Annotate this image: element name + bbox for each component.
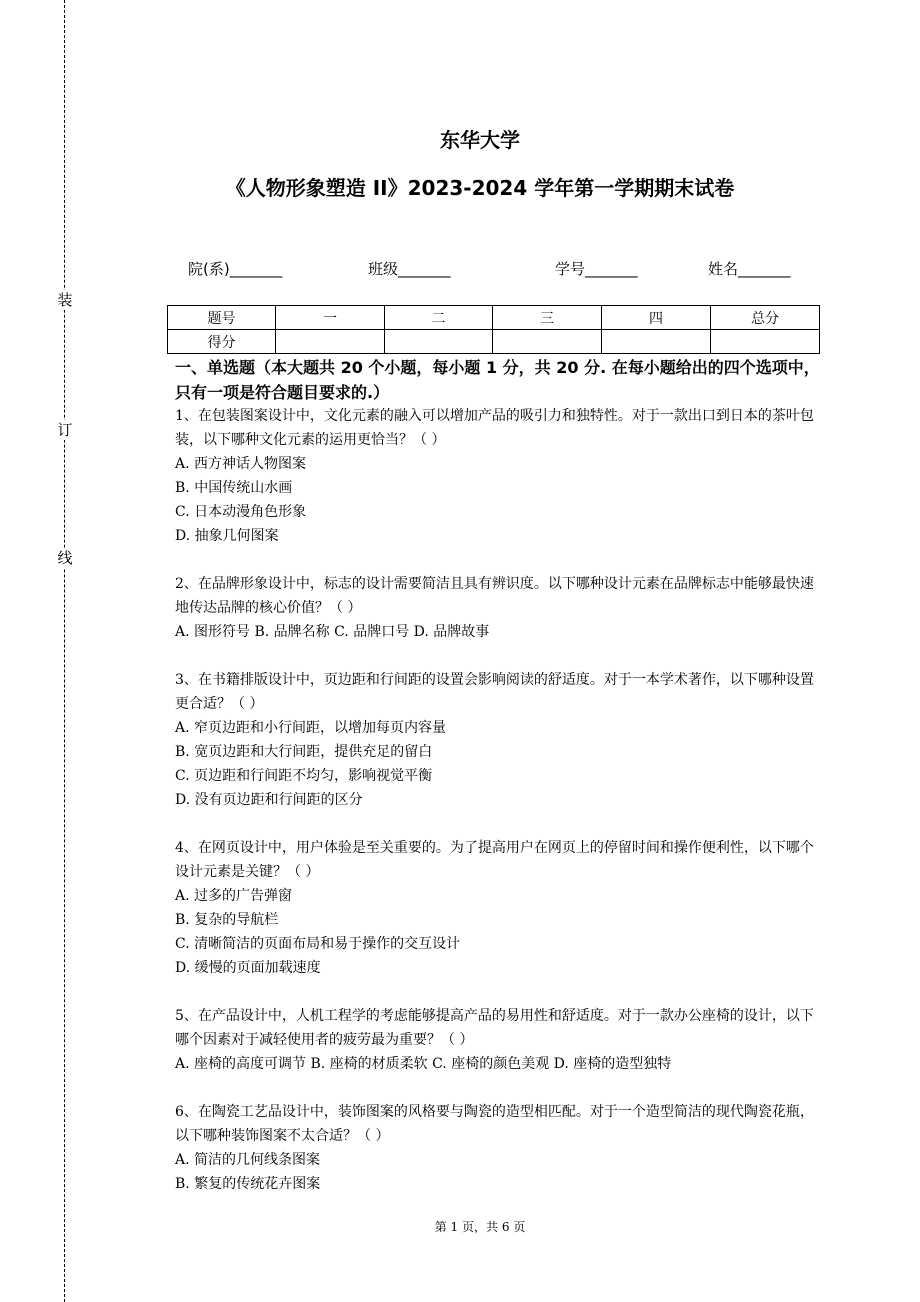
score-cell-1	[276, 330, 385, 354]
option-a: A. 简洁的几何线条图案	[175, 1152, 321, 1168]
option-a: A. 窄页边距和小行间距，以增加每页内容量	[175, 720, 447, 736]
class-field: 班级_______	[368, 260, 451, 278]
section-one-heading: 一、单选题（本大题共 20 个小题，每小题 1 分，共 20 分. 在每小题给出的四个选项中，只有一项是符合题目要求的.）	[175, 358, 820, 402]
option-c: C. 清晰简洁的页面布局和易于操作的交互设计	[175, 936, 461, 952]
score-cell-total	[711, 330, 820, 354]
question-4	[175, 836, 820, 980]
score-table-col-4: 四	[602, 306, 711, 330]
binding-char-ding: 订	[57, 421, 73, 439]
department-field: 院(系)_______	[188, 260, 283, 278]
option-c: C. 日本动漫角色形象	[175, 504, 307, 520]
school-name: 东华大学	[440, 128, 520, 152]
option-b: B. 中国传统山水画	[175, 480, 293, 496]
score-table-col-total: 总分	[711, 306, 820, 330]
question-text: 1、在包装图案设计中，文化元素的融入可以增加产品的吸引力和独特性。对于一款出口到日本的茶叶包装，以下哪种文化元素的运用更恰当？（ ）	[175, 408, 814, 448]
options-inline: A. 图形符号 B. 品牌名称 C. 品牌口号 D. 品牌故事	[175, 624, 490, 640]
binding-char-zhuang: 装	[57, 291, 73, 309]
score-cell-3	[493, 330, 602, 354]
question-text: 2、在品牌形象设计中，标志的设计需要简洁且具有辨识度。以下哪种设计元素在品牌标志中能够最快速地传达品牌的核心价值？（ ）	[175, 576, 814, 616]
score-table-col-2: 二	[385, 306, 493, 330]
question-text: 6、在陶瓷工艺品设计中，装饰图案的风格要与陶瓷的造型相匹配。对于一个造型简洁的现代陶瓷花瓶，以下哪种装饰图案不太合适？（ ）	[175, 1104, 814, 1144]
binding-char-xian: 线	[57, 549, 73, 567]
exam-title: 《人物形象塑造 II》2023-2024 学年第一学期期末试卷	[225, 176, 735, 200]
question-5	[175, 1004, 820, 1076]
option-d: D. 缓慢的页面加载速度	[175, 960, 321, 976]
question-2	[175, 572, 820, 644]
score-table-col-1: 一	[276, 306, 385, 330]
option-a: A. 西方神话人物图案	[175, 456, 307, 472]
question-text: 3、在书籍排版设计中，页边距和行间距的设置会影响阅读的舒适度。对于一本学术著作，以下哪种设置更合适？（ ）	[175, 672, 814, 712]
question-3	[175, 668, 820, 812]
option-b: B. 复杂的导航栏	[175, 912, 279, 928]
student-id-field: 学号_______	[555, 260, 638, 278]
score-table-header-row	[168, 306, 820, 330]
score-table-row-label: 题号	[168, 306, 276, 330]
name-field: 姓名_______	[708, 260, 791, 278]
score-cell-4	[602, 330, 711, 354]
question-6	[175, 1100, 820, 1196]
option-d: D. 没有页边距和行间距的区分	[175, 792, 363, 808]
question-text: 5、在产品设计中，人机工程学的考虑能够提高产品的易用性和舒适度。对于一款办公座椅的设计，以下哪个因素对于减轻使用者的疲劳最为重要？（ ）	[175, 1008, 814, 1048]
option-d: D. 抽象几何图案	[175, 528, 279, 544]
score-table-col-3: 三	[493, 306, 602, 330]
option-c: C. 页边距和行间距不均匀，影响视觉平衡	[175, 768, 433, 784]
question-1	[175, 404, 820, 548]
score-table-score-row	[168, 330, 820, 354]
option-b: B. 繁复的传统花卉图案	[175, 1176, 321, 1192]
score-cell-2	[385, 330, 493, 354]
question-list	[175, 404, 820, 1220]
option-b: B. 宽页边距和大行间距，提供充足的留白	[175, 744, 433, 760]
score-table	[167, 305, 820, 354]
options-inline: A. 座椅的高度可调节 B. 座椅的材质柔软 C. 座椅的颜色美观 D. 座椅的造型独特	[175, 1056, 672, 1072]
question-text: 4、在网页设计中，用户体验是至关重要的。为了提高用户在网页上的停留时间和操作便利性，以下哪个设计元素是关键？（ ）	[175, 840, 814, 880]
page-footer: 第 1 页，共 6 页	[434, 1220, 526, 1234]
score-table-row-label: 得分	[168, 330, 276, 354]
option-a: A. 过多的广告弹窗	[175, 888, 293, 904]
